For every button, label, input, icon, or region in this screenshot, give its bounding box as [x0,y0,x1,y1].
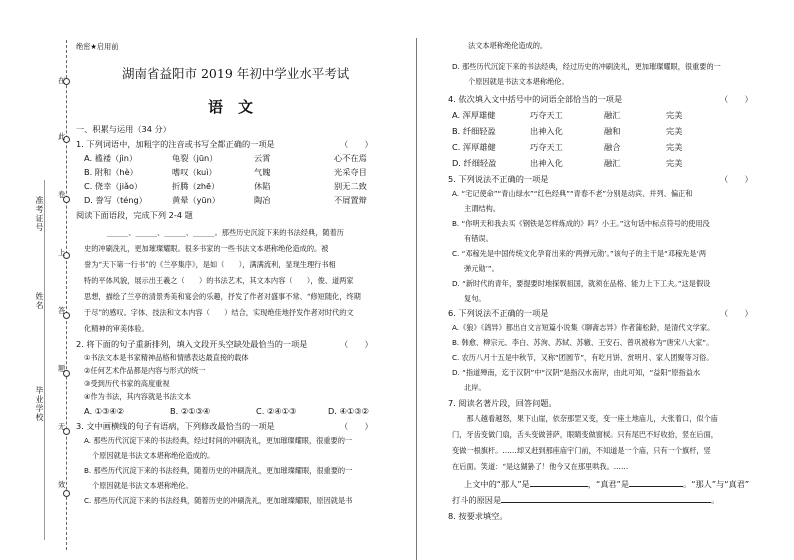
q1-option-word: 不屑置辩 [334,195,367,205]
q1-option-d: D. 誊写（téng） [84,195,147,205]
q5-line: B. “你明天和我去买《钢铁是怎样炼成的》吗？小王。”这句话中标点符号的使用没 [452,219,710,228]
seal-dashed-line [66,40,67,550]
seal-char: 无 [58,422,66,431]
q2-option-b: B. ②①③④ [170,406,211,416]
q1-option-word: 休陷 [254,181,271,191]
q4-option-word: 融汇 [604,158,621,168]
q4-option-word: 融合 [604,142,621,152]
q3-option-b: B. 那些历代沉淀下来的书法经典，随着历史的冲刷洗礼，更加璀璨耀眼，很重要的一 [84,466,353,475]
passage-line: 于尽”的感叹。字体、技法和文本内容（ ）结合，实现绝佳地抒发作者对时代的文 [84,308,354,317]
answer-paren: （ ） [340,421,373,431]
q3-option-b-cont: 个原因就是书法文本堪称绝伦。 [92,481,193,490]
seal-char: 答 [58,306,66,315]
seal-char: 卷 [58,190,66,199]
question-3-stem: 3. 文中画横线的句子有语病，下列修改最恰当的一项是 [76,421,275,431]
q1-option-c: C. 侥幸（jiǎo） [84,181,143,191]
q6-line: B. 韩愈、柳宗元、李白、苏洵、苏轼、苏辙、王安石、曾巩被称为“唐宋八大家”。 [452,338,714,347]
q7-excerpt-line: 变做一根旗杆。……却又赶到那座庙宇门前，不知道是一个庙，只有一个旗杆，竖 [452,446,711,455]
q5-line: A. “宅记使命”“青山绿水”“红色经典”“青春不老”分别是动宾、并列、偏正和 [452,189,693,198]
seal-char: 效 [58,480,66,489]
passage-line: 化精神的审美体验。 [84,324,149,333]
q5-line: 复句。 [464,294,486,303]
q1-option-word: 气魄 [254,167,271,177]
answer-paren: （ ） [340,139,373,149]
question-5-stem: 5. 下列说法不正确的一项是 [448,174,549,184]
q5-line: 有错误。 [464,234,493,243]
column-divider [416,38,417,560]
q2-item: ④作为书法，其内容就是书法文本 [84,392,192,401]
q7-question-period: 。 [711,495,720,505]
q5-line: D. “新时代的青年，要提要时地探戟祖国，就须在品格、能力上下工夫。”这是假设 [452,279,711,288]
school-label: 毕业学校 [35,386,44,422]
answer-paren: （ ） [720,94,753,104]
q4-option-word: 完美 [666,110,683,120]
q4-option-word: 融和 [604,126,621,136]
q3-option-d: D. 那些历代沉淀下来的书法经典，经过历史的冲刷洗礼，更加璀璨耀眼，很重要的一 [452,62,721,71]
q7-excerpt-line: 在后面。笑道：“是这猢狲了！他今又在那里哄我。…… [452,462,629,471]
q1-option-word: 陶冶 [254,195,271,205]
reading-intro: 阅读下面语段，完成下列 2-4 题 [76,210,193,220]
q7-blank-2[interactable] [629,486,683,487]
q2-item: ①书法文本是书家精神品格和情感表达最直接的载体 [84,353,249,362]
q4-option-a: A. 浑厚雄健 [452,110,496,120]
passage-line: 思想，描绘了兰亭的清景秀美和宴会的乐趣，抒发了作者对盛事不常、“修短随化，终期 [84,292,361,301]
seal-char: 在 [58,76,66,85]
answer-paren: （ ） [720,308,753,318]
name-label: 姓名 [35,292,44,310]
q2-option-d: D. ④①③② [328,406,369,416]
q5-line: 弹元勋’”。 [464,264,499,273]
section-heading: 一、积累与运用（34 分） [76,124,171,134]
q6-line: D. “指道殚南，迄于汉阴”中“汉阴”是指汉水南岸，由此可知，“益阳”原指益水 [452,368,701,377]
q7-excerpt-line: 门，牙齿变做门扇，舌头变做菩萨，眼睛变做窗棂。只有尾巴不好收拾，竖在后面， [452,430,718,439]
q1-option-b: B. 附和（hè） [84,167,138,177]
seal-char: 上 [58,248,66,257]
q3-option-a: A. 那些历代沉淀下来的书法经典，经过时间的冲刷洗礼，更加璀璨耀眼，很重要的一 [84,436,353,445]
q7-excerpt-line: 那人越看越怒，果下山崖，依奈那罡又变，变一座土地庙儿，大张着口，似个庙 [452,414,718,423]
seal-char: 此 [58,132,66,141]
q1-option-word: 折腾（zhē） [172,181,220,191]
student-info-line [44,180,45,540]
q4-option-c: C. 浑厚雄健 [452,142,496,152]
passage-line: 特的平体风貌，展示出王羲之（ ）的书法艺术，其文本内容（ ），俊、道两家 [84,276,354,285]
q6-line: A.《狼》《鸽异》都出自文言短篇小说集《聊斋志异》作者蒲松龄，是清代文学家。 [452,323,715,332]
q4-option-word: 完美 [666,158,683,168]
answer-paren: （ ） [340,339,373,349]
q1-option-a: A. 褴褛（jìn） [84,153,138,163]
q4-option-word: 巧夺天工 [530,142,563,152]
question-7-stem: 7. 阅读名著片段，回答问题。 [448,398,557,408]
q4-option-b: B. 纤细轻盈 [452,126,496,136]
q2-item: ②任何艺术作品都是内容与形式的统一 [84,366,206,375]
q7-question-cont [452,495,719,506]
q4-option-word: 完美 [666,142,683,152]
q7-blank-1[interactable] [530,486,588,487]
q3-option-d-cont: 个原因就是书法文本堪称绝伦。 [468,77,569,86]
passage-line: ______、______、______、______。那些历史沉淀下来的书法经典，随着历 [78,228,344,237]
binding-margin [0,0,70,560]
confidential-mark: 绝密★启用前 [76,42,119,51]
q7-blank-3[interactable] [501,502,711,503]
q2-option-c: C. ②④①③ [256,406,297,416]
q1-option-word: 龟裂（jūn） [172,153,218,163]
q1-option-word: 黄晕（yūn） [172,195,220,205]
q1-option-word: 别无二致 [334,181,367,191]
q4-option-word: 出神入化 [530,158,563,168]
q3-option-c-cont: 法文本堪称绝伦造成的。 [468,41,548,50]
q7-question-part: 打斗的原因是 [452,495,502,505]
answer-paren: （ ） [720,174,753,184]
admission-number-label: 准考证号 [35,196,44,232]
question-1-stem: 1. 下列词语中，加粗字的注音或书写全都正确的一项是 [76,139,275,149]
question-6-stem: 6. 下列说法不正确的一项是 [448,308,549,318]
question-4-stem: 4. 依次填入文中括号中的词语全部恰当的一项是 [448,94,623,104]
seal-char: 题 [58,364,66,373]
q1-option-word: 云霄 [254,153,271,163]
q1-option-word: 心不在焉 [334,153,367,163]
seal-hole-dot [63,490,70,497]
passage-line: 史的冲刷洗礼，更加璀璨耀眼。很多书家的一些书法文本堪称绝伦造成的。被 [84,244,329,253]
q6-line: C. 农历八月十五是中秋节，又称“团圆节”，有吃月饼、赏明月、家人团聚等习俗。 [452,353,714,362]
q7-question-part: 上文中的“那人”是 [464,479,530,489]
question-8-stem: 8. 按要求填空。 [448,511,508,521]
q7-question [464,479,749,490]
q5-line: C. “邓稼先是中国传统文化孕育出来的‘两弹元勋’。”该句子的主干是“邓稼先是‘两 [452,249,707,258]
q6-line: 北岸。 [464,383,486,392]
subject-title: 语 文 [208,98,254,116]
exam-title: 湖南省益阳市 2019 年初中学业水平考试 [122,66,350,81]
q4-option-word: 完美 [666,126,683,136]
passage-line: 誉为“天下第一行书”的《兰亭集序》，是如（ ），满满流利，显现生理行书相 [84,260,336,269]
q4-option-d: D. 纤细轻盈 [452,158,497,168]
q7-question-part: ，“真君”是 [587,479,630,489]
q4-option-word: 巧夺天工 [530,110,563,120]
q2-option-a: A. ①③④② [84,406,125,416]
q3-option-c: C. 那些历代沉淀下来的书法经典，随着历史的冲刷洗礼，更加璀璨耀眼，原因就是书 [84,496,353,505]
q1-option-word: 嗜叹（kuì） [172,167,217,177]
q5-line: 主谓结构。 [464,204,500,213]
q2-item: ③受到历代书家的高度重视 [84,379,170,388]
q1-option-word: 光采夺目 [334,167,367,177]
question-2-stem: 2. 将下面的句子重新排列，填入文段开头空缺处最恰当的一项是 [76,339,308,349]
q3-option-a-cont: 个原因就是书法文本堪称绝伦造成的。 [92,451,215,460]
q4-option-word: 融汇 [604,110,621,120]
q4-option-word: 出神入化 [530,126,563,136]
q7-question-part: 。“那人”与“真君” [683,479,750,489]
